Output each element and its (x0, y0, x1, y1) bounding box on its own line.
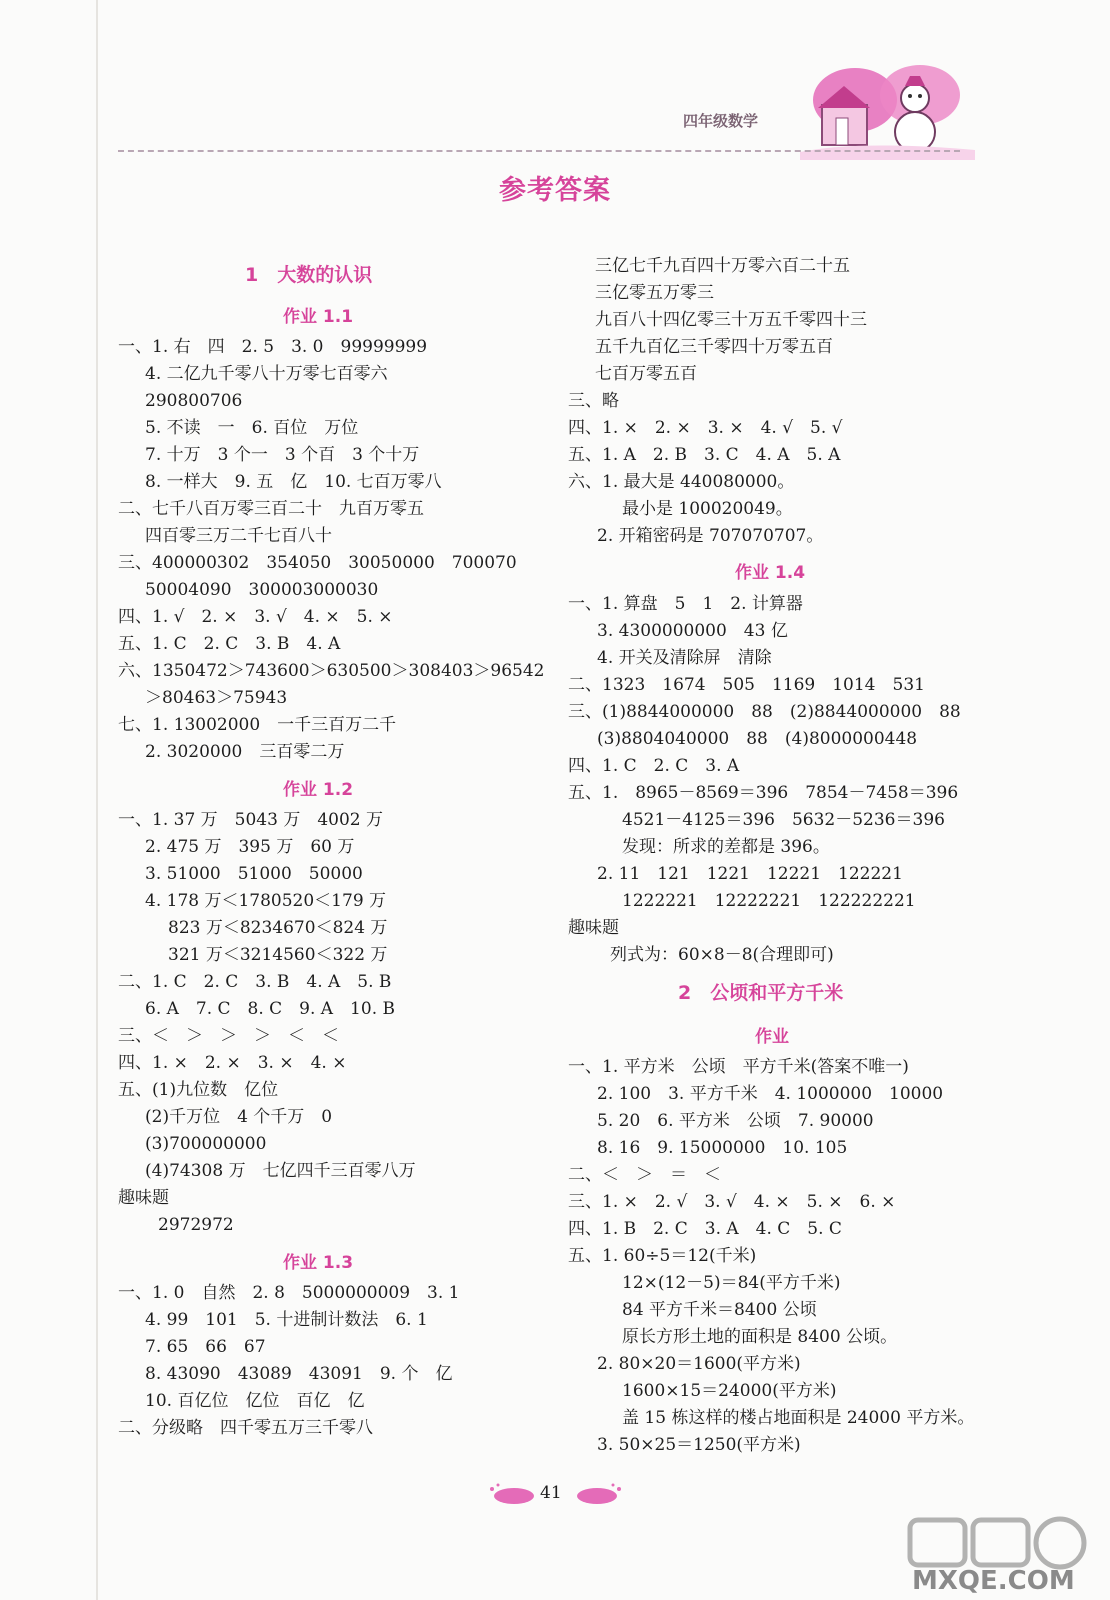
answer-line: 4. 开关及清除屏 清除 (597, 648, 772, 668)
answer-line: 7. 十万 3 个一 3 个百 3 个十万 (145, 445, 420, 465)
page-number: 41 (540, 1483, 562, 1503)
answer-line: 4. 99 101 5. 十进制计数法 6. 1 (145, 1310, 428, 1330)
answer-line: 3. 4300000000 43 亿 (597, 621, 788, 641)
answer-line: 2. 开箱密码是 707070707。 (597, 526, 824, 546)
answer-line: 二、1323 1674 505 1169 1014 531 (568, 675, 925, 695)
answer-line: 列式为：60×8－8(合理即可) (610, 945, 834, 965)
answer-line: 3. 51000 51000 50000 (145, 864, 363, 884)
answer-line: 趣味题 (118, 1188, 169, 1208)
answer-line: 321 万＜3214560＜322 万 (168, 945, 388, 965)
section-heading: 1 大数的认识 (245, 264, 373, 286)
section-heading: 2 公顷和平方千米 (678, 982, 844, 1004)
answer-line: 8. 一样大 9. 五 亿 10. 七百万零八 (145, 472, 442, 492)
answer-line: (4)74308 万 七亿四千三百零八万 (145, 1161, 416, 1181)
answer-line: 2. 100 3. 平方千米 4. 1000000 10000 (597, 1084, 944, 1104)
answer-line: (2)千万位 4 个千万 0 (145, 1107, 333, 1127)
answer-line: 8. 43090 43089 43091 9. 个 亿 (145, 1364, 453, 1384)
right-ornament-icon (575, 1480, 627, 1506)
page-edge (96, 0, 98, 1600)
answer-line: 84 平方千米＝8400 公顷 (622, 1300, 817, 1320)
answer-line: 六、1350472＞743600＞630500＞308403＞96542 (118, 661, 545, 681)
answer-line: 三、略 (568, 391, 619, 411)
answer-line: 原长方形土地的面积是 8400 公顷。 (622, 1327, 898, 1347)
answer-line: 三亿零五万零三 (595, 283, 714, 303)
answer-line: 三、400000302 354050 30050000 700070 (118, 553, 517, 573)
answer-line: 三亿七千九百四十万零六百二十五 (595, 256, 850, 276)
answer-line: 四、1. √ 2. × 3. √ 4. × 5. × (118, 607, 393, 627)
subsection-heading: 作业 (755, 1027, 789, 1047)
page-title: 参考答案 (499, 175, 611, 206)
answer-line: 发现：所求的差都是 396。 (622, 837, 830, 857)
answer-line: 2972972 (158, 1215, 234, 1235)
answer-line: 7. 65 66 67 (145, 1337, 266, 1357)
answer-line: 一、1. 右 四 2. 5 3. 0 99999999 (118, 337, 428, 357)
answer-line: 10. 百亿位 亿位 百亿 亿 (145, 1391, 365, 1411)
answer-line: 二、分级略 四千零五万三千零八 (118, 1418, 373, 1438)
answer-line: 五、(1)九位数 亿位 (118, 1080, 279, 1100)
answer-line: 五、1. A 2. B 3. C 4. A 5. A (568, 445, 841, 465)
answer-line: 12×(12－5)＝84(平方千米) (622, 1273, 841, 1293)
answer-line: 823 万＜8234670＜824 万 (168, 918, 388, 938)
answer-line: 2. 80×20＝1600(平方米) (597, 1354, 801, 1374)
answer-line: 五千九百亿三千零四十万零五百 (595, 337, 833, 357)
answer-line: 四、1. × 2. × 3. × 4. × (118, 1053, 347, 1073)
answer-line: 4. 二亿九千零八十万零七百零六 (145, 364, 388, 384)
answer-line: 二、1. C 2. C 3. B 4. A 5. B (118, 972, 392, 992)
answer-line: 七、1. 13002000 一千三百万二千 (118, 715, 397, 735)
answer-line: 一、1. 平方米 公顷 平方千米(答案不唯一) (568, 1057, 909, 1077)
answer-line: 8. 16 9. 15000000 10. 105 (597, 1138, 848, 1158)
answer-line: 3. 50×25＝1250(平方米) (597, 1435, 801, 1455)
subsection-heading: 作业 1.2 (283, 780, 354, 800)
answer-line: 5. 不读 一 6. 百位 万位 (145, 418, 359, 438)
answer-line: 5. 20 6. 平方米 公顷 7. 90000 (597, 1111, 874, 1131)
answer-line: 最小是 100020049。 (622, 499, 793, 519)
answer-line: 四、1. × 2. × 3. × 4. √ 5. √ (568, 418, 843, 438)
answer-line: 六、1. 最大是 440080000。 (568, 472, 795, 492)
answer-line: ＞80463＞75943 (145, 688, 288, 708)
answer-line: 2. 3020000 三百零二万 (145, 742, 345, 762)
answer-line: 四百零三万二千七百八十 (145, 526, 332, 546)
answer-line: (3)8804040000 88 (4)8000000448 (597, 729, 918, 749)
answer-line: 4. 178 万＜1780520＜179 万 (145, 891, 387, 911)
answer-line: (3)700000000 (145, 1134, 267, 1154)
subsection-heading: 作业 1.4 (735, 563, 806, 583)
watermark-text: MXQE.COM (912, 1566, 1075, 1596)
answer-line: 一、1. 37 万 5043 万 4002 万 (118, 810, 383, 830)
subsection-heading: 作业 1.3 (283, 1253, 354, 1273)
answer-line: 1222221 12222221 122222221 (622, 891, 916, 911)
answer-line: 五、1. C 2. C 3. B 4. A (118, 634, 341, 654)
answer-line: 四、1. C 2. C 3. A (568, 756, 740, 776)
answer-line: 二、＜ ＞ ＝ ＜ (568, 1165, 721, 1185)
answer-line: 三、＜ ＞ ＞ ＞ ＜ ＜ (118, 1026, 339, 1046)
answer-line: 五、1. 60÷5＝12(千米) (568, 1246, 757, 1266)
answer-line: 4521－4125＝396 5632－5236＝396 (622, 810, 945, 830)
answer-line: 2. 11 121 1221 12221 122221 (597, 864, 903, 884)
answer-line: 二、七千八百万零三百二十 九百万零五 (118, 499, 424, 519)
answer-line: 6. A 7. C 8. C 9. A 10. B (145, 999, 395, 1019)
header-label: 四年级数学 (683, 112, 759, 130)
answer-line: 50004090 300003000030 (145, 580, 379, 600)
answer-line: 四、1. B 2. C 3. A 4. C 5. C (568, 1219, 842, 1239)
answer-line: 三、(1)8844000000 88 (2)8844000000 88 (568, 702, 961, 722)
answer-line: 九百八十四亿零三十万五千零四十三 (595, 310, 867, 330)
answer-line: 七百万零五百 (595, 364, 697, 384)
answer-line: 1600×15＝24000(平方米) (622, 1381, 837, 1401)
answer-line: 一、1. 算盘 5 1 2. 计算器 (568, 594, 803, 614)
answer-line: 趣味题 (568, 918, 619, 938)
snowman-house-illustration (800, 60, 975, 160)
subsection-heading: 作业 1.1 (283, 307, 354, 327)
answer-line: 五、1. 8965－8569＝396 7854－7458＝396 (568, 783, 959, 803)
answer-line: 三、1. × 2. √ 3. √ 4. × 5. × 6. × (568, 1192, 896, 1212)
answer-line: 2. 475 万 395 万 60 万 (145, 837, 355, 857)
answer-line: 290800706 (145, 391, 243, 411)
header-divider (118, 150, 960, 152)
left-ornament-icon (484, 1480, 536, 1506)
answer-line: 盖 15 栋这样的楼占地面积是 24000 平方米。 (622, 1408, 975, 1428)
answer-line: 一、1. 0 自然 2. 8 5000000009 3. 1 (118, 1283, 460, 1303)
